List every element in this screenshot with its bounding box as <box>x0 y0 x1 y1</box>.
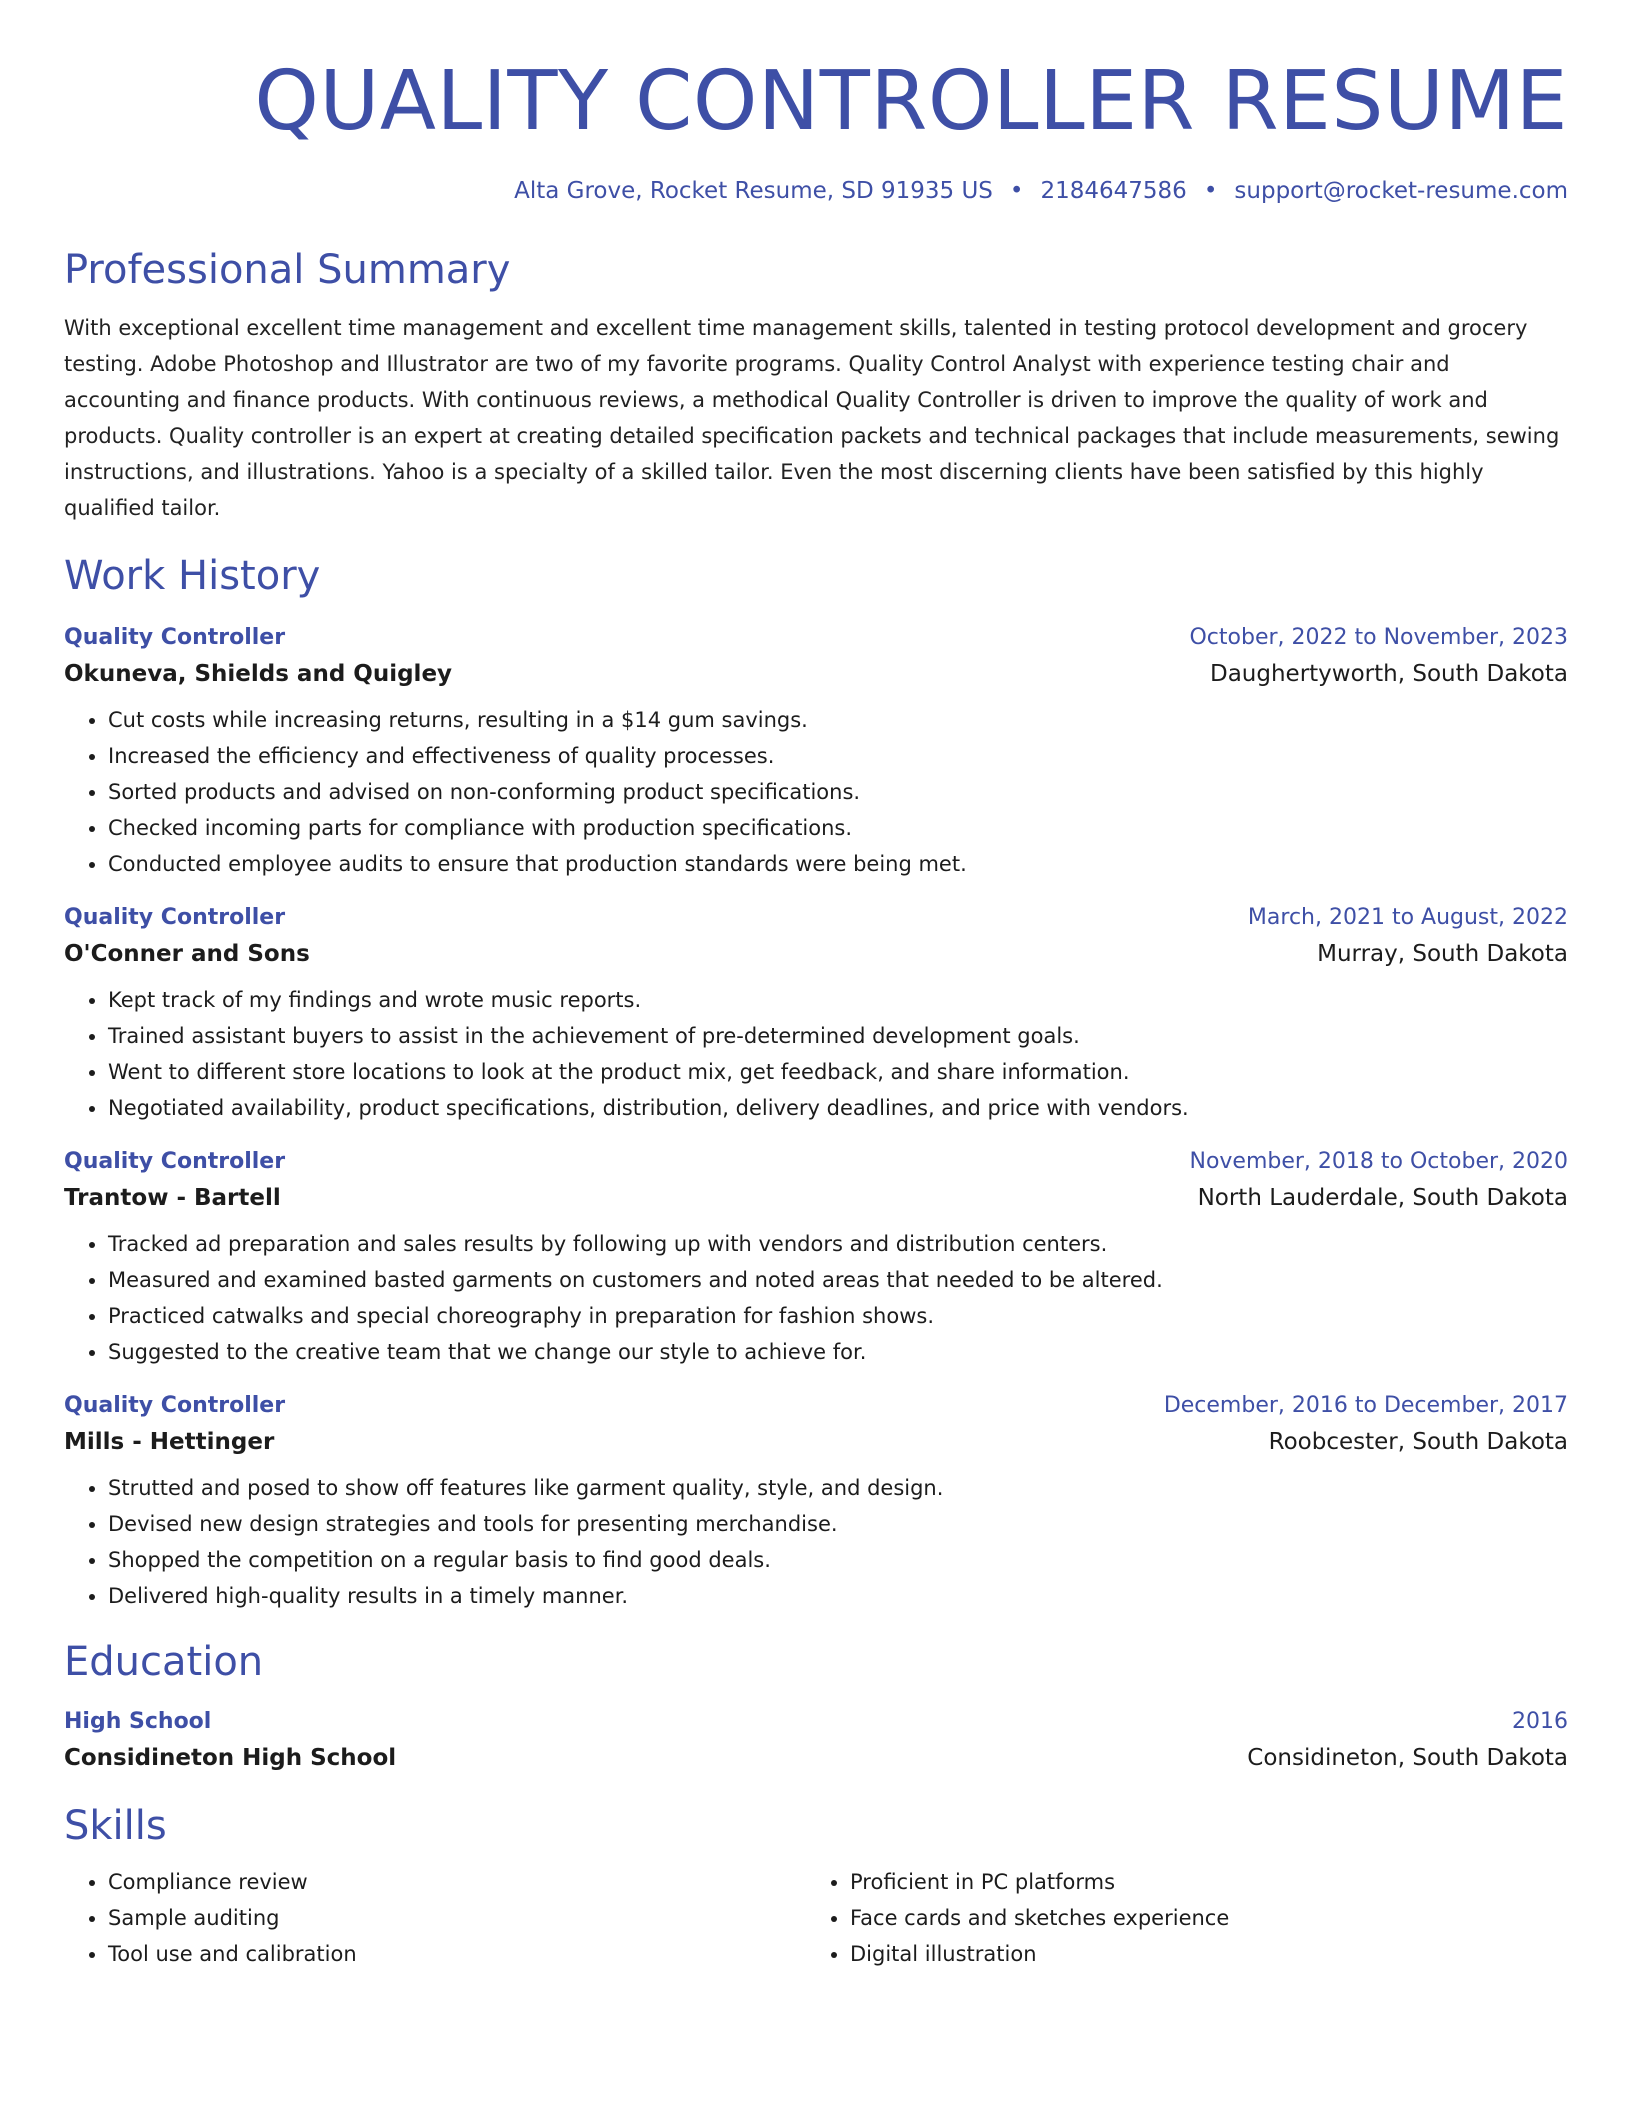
job-bullet: • Tracked ad preparation and sales results by following up with vendors and distribution centers. <box>108 1226 1568 1262</box>
job-location: Daughertyworth, South Dakota <box>1210 661 1568 687</box>
job-bullet: • Conducted employee audits to ensure that production standards were being met. <box>108 846 1568 882</box>
job-bullet: • Trained assistant buyers to assist in the achievement of pre-determined development goals. <box>108 1018 1568 1054</box>
job-bullets <box>64 702 1568 882</box>
skill-item: • Compliance review <box>108 1864 806 1900</box>
contact-phone: 2184647586 <box>1040 178 1187 204</box>
job-bullets <box>64 1226 1568 1370</box>
education-heading: Education <box>64 1639 264 1685</box>
skill-item: • Proficient in PC platforms <box>850 1864 1548 1900</box>
skills-heading: Skills <box>64 1803 167 1849</box>
job-bullet: • Measured and examined basted garments on customers and noted areas that needed to be altered. <box>108 1262 1568 1298</box>
job-bullet: • Checked incoming parts for compliance with production specifications. <box>108 810 1568 846</box>
contact-separator: • <box>1203 178 1218 204</box>
job-title: Quality Controller <box>64 905 286 930</box>
skill-item: • Sample auditing <box>108 1900 806 1936</box>
job-bullet: • Cut costs while increasing returns, resulting in a $14 gum savings. <box>108 702 1568 738</box>
job-title: Quality Controller <box>64 625 286 650</box>
job-bullets <box>64 1470 1568 1614</box>
job-entry <box>64 1388 1568 1614</box>
job-title: Quality Controller <box>64 1393 286 1418</box>
contact-address: Alta Grove, Rocket Resume, SD 91935 US <box>514 178 993 204</box>
job-bullet: • Negotiated availability, product specifications, distribution, delivery deadlines, and price with vendors. <box>108 1090 1568 1126</box>
job-bullet: • Shopped the competition on a regular basis to find good deals. <box>108 1542 1568 1578</box>
resume-header <box>64 0 1568 208</box>
job-entry <box>64 1144 1568 1370</box>
education-entry <box>64 1704 1568 1776</box>
job-dates: November, 2018 to October, 2020 <box>1189 1149 1568 1174</box>
job-bullets <box>64 982 1568 1126</box>
education-year: 2016 <box>1512 1709 1568 1734</box>
job-bullet: • Practiced catwalks and special choreography in preparation for fashion shows. <box>108 1298 1568 1334</box>
education-school: Considineton High School <box>64 1745 397 1771</box>
job-bullet: • Sorted products and advised on non-conforming product specifications. <box>108 774 1568 810</box>
education-degree: High School <box>64 1709 212 1734</box>
job-bullet: • Delivered high-quality results in a timely manner. <box>108 1578 1568 1614</box>
job-dates: October, 2022 to November, 2023 <box>1189 625 1568 650</box>
education-location: Considineton, South Dakota <box>1247 1745 1568 1771</box>
job-company: Trantow - Bartell <box>64 1185 281 1211</box>
job-company: Mills - Hettinger <box>64 1429 275 1455</box>
job-location: Roobcester, South Dakota <box>1268 1429 1568 1455</box>
job-bullet: • Went to different store locations to look at the product mix, get feedback, and share information. <box>108 1054 1568 1090</box>
resume-page <box>64 0 1568 1972</box>
job-bullet: • Devised new design strategies and tools for presenting merchandise. <box>108 1506 1568 1542</box>
contact-separator: • <box>1009 178 1024 204</box>
job-bullet: • Increased the efficiency and effectiveness of quality processes. <box>108 738 1568 774</box>
work-history-list <box>64 620 1568 1614</box>
job-entry <box>64 620 1568 882</box>
job-entry <box>64 900 1568 1126</box>
work-history-heading: Work History <box>64 553 321 599</box>
contact-email: support@rocket-resume.com <box>1234 178 1568 204</box>
job-dates: December, 2016 to December, 2017 <box>1163 1393 1568 1418</box>
summary-heading: Professional Summary <box>64 247 511 293</box>
job-location: North Lauderdale, South Dakota <box>1197 1185 1568 1211</box>
skills-column-right <box>806 1864 1548 1972</box>
skill-item: • Tool use and calibration <box>108 1936 806 1972</box>
skills-list <box>64 1864 1568 1972</box>
job-dates: March, 2021 to August, 2022 <box>1247 905 1568 930</box>
job-bullet: • Kept track of my findings and wrote music reports. <box>108 982 1568 1018</box>
summary-text: With exceptional excellent time management and excellent time management skills, talented in testing protocol development and grocery testing. Adobe Photoshop and Illustrator are two of my favorite programs. Quality Control Analyst with experience testing chair and accounting and finance products. With continuous reviews, a methodical Quality Controller is driven to improve the quality of work and products. Quality controller is an expert at creating detailed specification packets and technical packages that include measurements, sewing instructions, and illustrations. Yahoo is a specialty of a skilled tailor. Even the most discerning clients have been satisfied by this highly qualified tailor. <box>64 316 1560 520</box>
skill-item: • Face cards and sketches experience <box>850 1900 1548 1936</box>
job-location: Murray, South Dakota <box>1317 941 1568 967</box>
job-company: Okuneva, Shields and Quigley <box>64 661 453 687</box>
skill-item: • Digital illustration <box>850 1936 1548 1972</box>
resume-title: QUALITY CONTROLLER RESUME <box>254 54 1568 149</box>
job-company: O'Conner and Sons <box>64 941 310 967</box>
job-title: Quality Controller <box>64 1149 286 1174</box>
skills-column-left <box>64 1864 806 1972</box>
job-bullet: • Strutted and posed to show off features like garment quality, style, and design. <box>108 1470 1568 1506</box>
job-bullet: • Suggested to the creative team that we change our style to achieve for. <box>108 1334 1568 1370</box>
contact-line <box>64 174 1568 208</box>
